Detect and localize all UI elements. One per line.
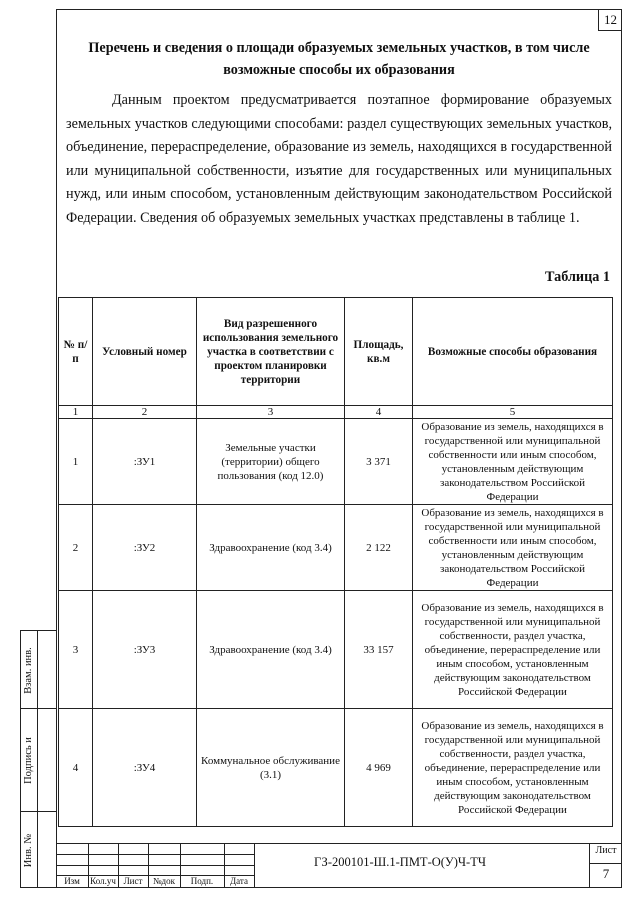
land-plots-table: [58, 297, 613, 827]
table-row: [59, 709, 613, 827]
table-header-row: [59, 298, 613, 406]
stamp-label: Кол.уч: [90, 876, 116, 886]
header-number: № п/п: [59, 298, 93, 406]
sheet-label: Лист: [595, 845, 617, 856]
row-use: Коммунальное обслуживание (3.1): [197, 709, 345, 827]
row-id: :ЗУ4: [93, 709, 197, 827]
row-method: Образование из земель, находящихся в государственной или муниципальной собственности, раздел участка, объединение, перераспределение или иным способом, установленным действующим законодательством Российской Федерации: [413, 591, 613, 709]
side-cell-podpis: [20, 708, 56, 811]
table-caption: Таблица 1: [545, 269, 610, 285]
row-use: Здравоохранение (код 3.4): [197, 505, 345, 591]
row-area: 2 122: [345, 505, 413, 591]
header-method: Возможные способы образования: [413, 298, 613, 406]
side-label-inv: Инв. №: [23, 833, 34, 868]
sheet-number: 7: [602, 866, 610, 881]
row-method: Образование из земель, находящихся в государственной или муниципальной собственности, раздел участка, объединение, перераспределение или иным способом, установленным действующим законодательством Российской Федерации: [413, 709, 613, 827]
side-cell-inv: [20, 811, 56, 888]
table-row: [59, 505, 613, 591]
header-id: Условный номер: [93, 298, 197, 406]
side-label-podpis: Подпись и: [23, 737, 34, 784]
stamp-label: Лист: [123, 876, 143, 886]
col-number: 2: [93, 406, 197, 419]
col-number: 3: [197, 406, 345, 419]
page-number: 12: [598, 9, 622, 31]
row-use: Земельные участки (территории) общего пользования (код 12.0): [197, 419, 345, 505]
stamp-label: Дата: [230, 876, 248, 886]
col-number: 5: [413, 406, 613, 419]
row-id: :ЗУ2: [93, 505, 197, 591]
side-label-vzam: Взам. инв.: [23, 646, 34, 694]
row-use: Здравоохранение (код 3.4): [197, 591, 345, 709]
row-method: Образование из земель, находящихся в государственной или муниципальной собственности или иным способом, установленным действующим законодательством Российской Федерации: [413, 505, 613, 591]
document-code: ГЗ-200101-Ш.1-ПМТ-О(У)Ч-ТЧ: [314, 855, 486, 869]
table-row: [59, 591, 613, 709]
row-id: :ЗУ1: [93, 419, 197, 505]
table-row: [59, 419, 613, 505]
row-number: 2: [59, 505, 93, 591]
row-number: 4: [59, 709, 93, 827]
col-number: 4: [345, 406, 413, 419]
stamp-label: Изм: [64, 876, 80, 886]
section-heading: Перечень и сведения о площади образуемых земельных участков, в том числе возможные способы их образования: [88, 40, 590, 78]
row-method: Образование из земель, находящихся в государственной или муниципальной собственности или иным способом, установленным действующим законодательством Российской Федерации: [413, 419, 613, 505]
row-id: :ЗУ3: [93, 591, 197, 709]
row-area: 3 371: [345, 419, 413, 505]
side-cell-vzam: [20, 630, 56, 708]
intro-paragraph: Данным проектом предусматривается поэтапное формирование образуемых земельных участков следующими способами: раздел существующих земельных участков, объединение, перераспределение, образование из земель, находящихся в государственной или муниципальной собственности, изъятие для государственных или муниципальных нужд, или иным способом, установленным действующим законодательством Российской Федерации. Сведения об образуемых земельных участках представлены в таблице 1.: [66, 92, 612, 226]
row-number: 3: [59, 591, 93, 709]
header-area: Площадь, кв.м: [345, 298, 413, 406]
stamp-label: Подп.: [190, 876, 214, 886]
row-area: 4 969: [345, 709, 413, 827]
col-number: 1: [59, 406, 93, 419]
row-area: 33 157: [345, 591, 413, 709]
column-number-row: [59, 406, 613, 419]
header-use: Вид разрешенного использования земельного участка в соответствии с проектом планировки территории: [197, 298, 345, 406]
row-number: 1: [59, 419, 93, 505]
stamp-label: №док: [152, 876, 176, 886]
